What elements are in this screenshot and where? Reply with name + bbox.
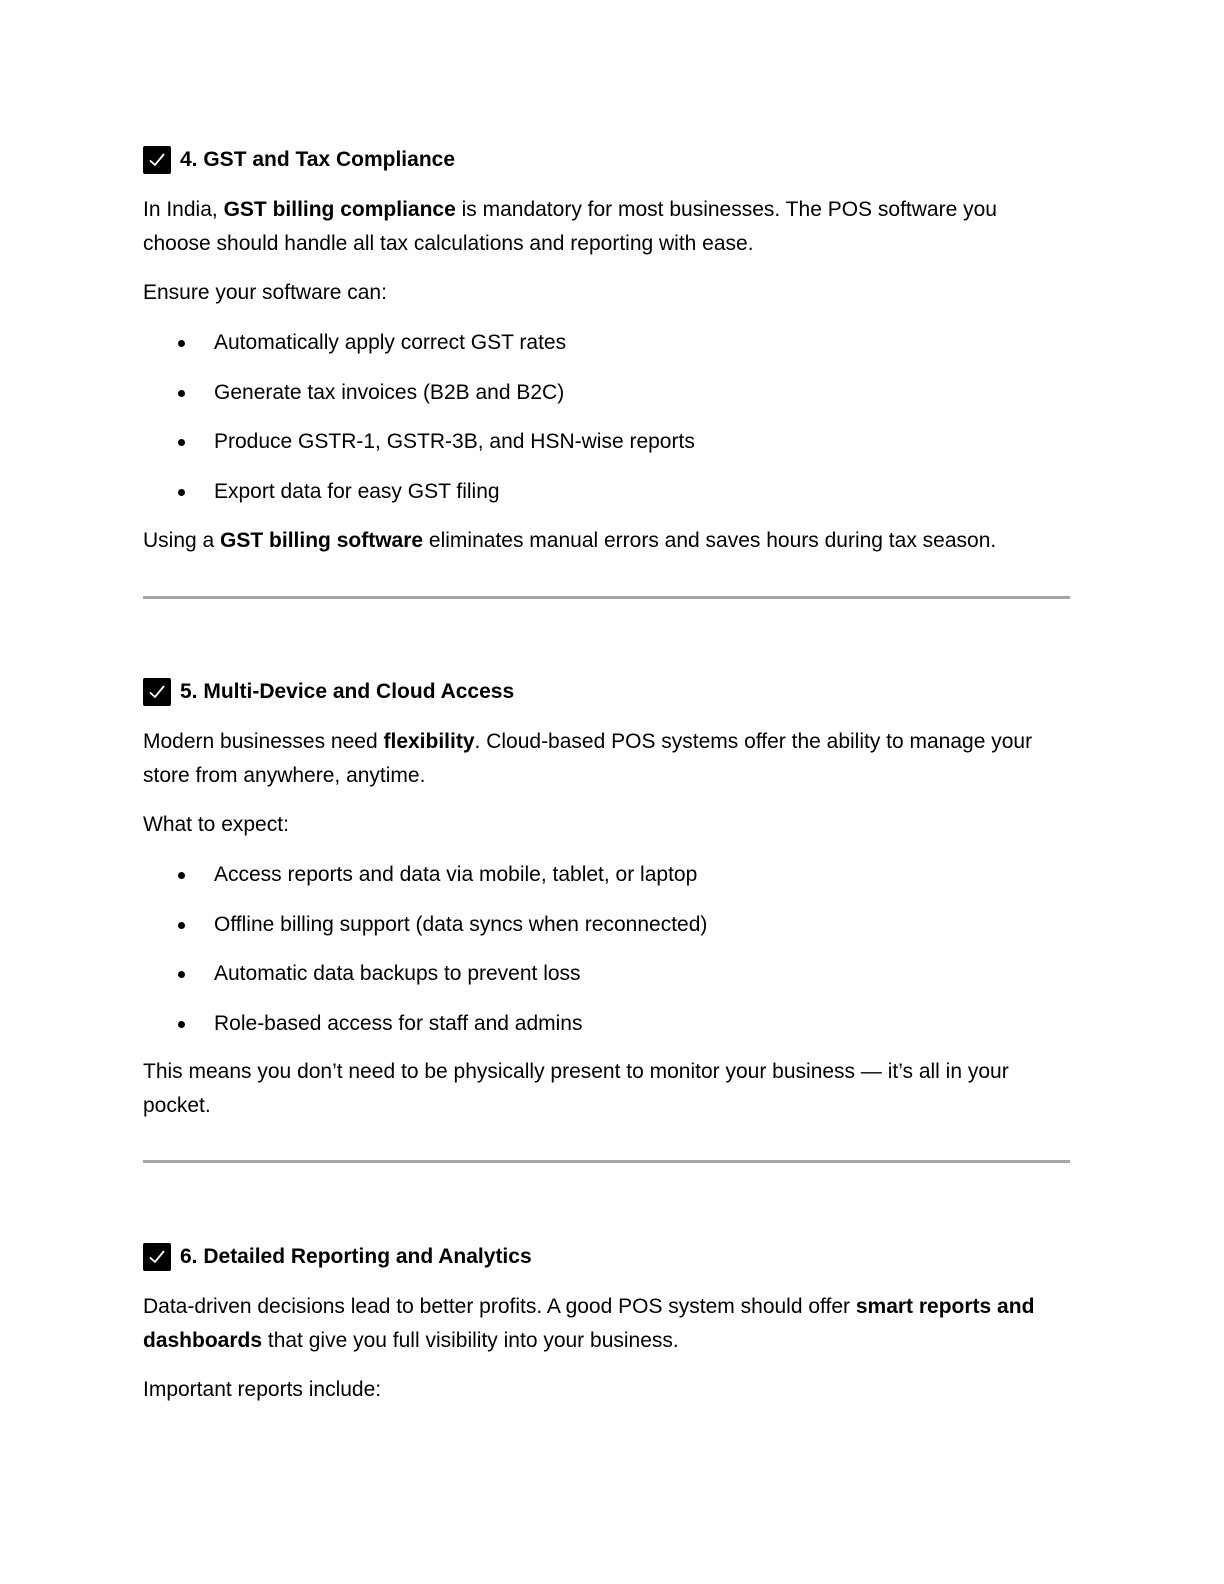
heading-text: 6. Detailed Reporting and Analytics [180, 1245, 532, 1268]
list-item [143, 380, 1070, 430]
list-item [143, 912, 1070, 962]
paragraph-lead: Ensure your software can: [143, 281, 387, 304]
text: . Cloud-based POS systems offer the ability to manage your store from anywhere, anytime. [143, 730, 1033, 787]
bullet-icon [178, 872, 185, 879]
text: is mandatory for most businesses. The POS software you choose should handle all tax calculations and reporting with ease. [143, 198, 997, 255]
bullet-icon [178, 439, 185, 446]
text: In India, [143, 198, 224, 221]
section-heading-gst [143, 146, 455, 174]
paragraph-closing [143, 524, 1070, 558]
list-item [143, 429, 1070, 479]
paragraph-intro [143, 193, 1070, 261]
bullet-list [143, 862, 1070, 1060]
list-item [143, 1011, 1070, 1061]
bold-text: flexibility [383, 730, 475, 753]
bullet-icon [178, 390, 185, 397]
heading-text: 5. Multi-Device and Cloud Access [180, 680, 515, 703]
section-heading-reporting [143, 1243, 532, 1271]
bullet-icon [178, 340, 185, 347]
bullet-icon [178, 971, 185, 978]
list-item-text: Automatically apply correct GST rates [214, 331, 567, 354]
text: eliminates manual errors and saves hours during tax season. [423, 529, 997, 552]
bullet-list [143, 330, 1070, 528]
list-item [143, 330, 1070, 380]
bold-text: smart reports and dashboards [143, 1295, 1035, 1352]
list-item-text: Generate tax invoices (B2B and B2C) [214, 380, 565, 404]
text: that give you full visibility into your business. [262, 1329, 679, 1352]
heading-text: 4. GST and Tax Compliance [180, 148, 456, 171]
paragraph-lead: What to expect: [143, 813, 289, 836]
text: Modern businesses need [143, 730, 384, 753]
bullet-icon [178, 489, 185, 496]
bullet-icon [178, 922, 185, 929]
list-item-text: Automatic data backups to prevent loss [214, 962, 581, 986]
checkbox-checked-icon [143, 146, 171, 174]
paragraph-intro [143, 1290, 1070, 1358]
list-item-text: Role-based access for staff and admins [214, 1011, 583, 1035]
bold-text: GST billing software [220, 529, 424, 552]
list-item [143, 862, 1070, 912]
bullet-icon [178, 1021, 185, 1028]
list-item [143, 961, 1070, 1011]
list-item-text: Offline billing support (data syncs when reconnected) [214, 912, 708, 936]
bold-text: GST billing compliance [223, 198, 456, 221]
text: Data-driven decisions lead to better profits. A good POS system should offer [143, 1295, 856, 1318]
checkbox-checked-icon [143, 678, 171, 706]
checkbox-checked-icon [143, 1243, 171, 1271]
list-item-text: Produce GSTR-1, GSTR-3B, and HSN-wise reports [214, 430, 695, 454]
section-heading-cloud [143, 678, 514, 706]
list-item-text: Export data for easy GST filing [214, 479, 500, 503]
section-divider [143, 596, 1070, 599]
section-divider [143, 1160, 1070, 1163]
text: Using a [143, 529, 221, 552]
paragraph-closing: This means you don’t need to be physically present to monitor your business — it’s all in your pocket. [143, 1060, 1009, 1117]
list-item-text: Access reports and data via mobile, tablet, or laptop [214, 863, 698, 886]
paragraph-intro [143, 725, 1070, 793]
list-item [143, 479, 1070, 529]
paragraph-lead: Important reports include: [143, 1378, 382, 1401]
